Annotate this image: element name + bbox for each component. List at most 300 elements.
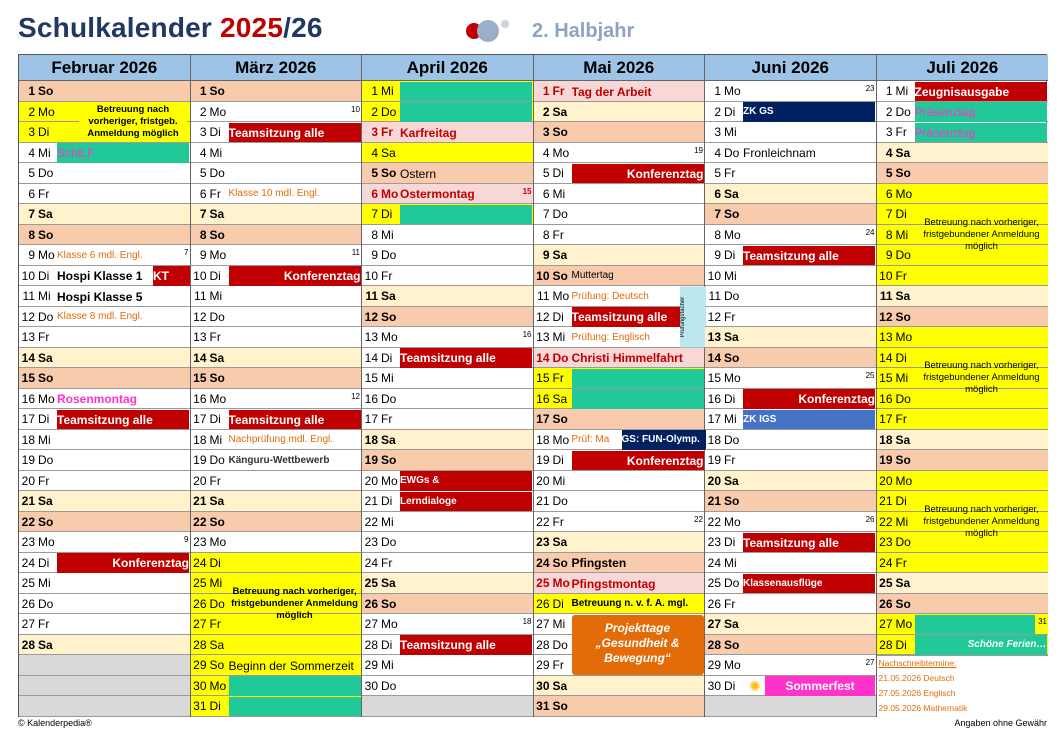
day-number: 6: [371, 186, 378, 201]
day-cell[interactable]: [19, 450, 190, 471]
day-number: 3: [371, 125, 378, 139]
day-cell[interactable]: [191, 348, 362, 369]
kalenderpedia-logo-icon: [462, 18, 512, 44]
day-cell[interactable]: [362, 225, 533, 246]
weekday: Sa: [724, 617, 739, 631]
day-number: 26: [879, 596, 893, 611]
nachschreib-line: 21.05.2026 Deutsch: [878, 673, 955, 683]
event-pfingsten[interactable]: Pfingsten: [571, 556, 627, 570]
day-cell[interactable]: [534, 143, 705, 164]
weekday: Do: [38, 596, 54, 611]
weekday: So: [552, 125, 568, 139]
weekday: Sa: [209, 494, 225, 508]
weekday: Fr: [38, 473, 50, 488]
day-number: 17: [536, 412, 550, 426]
day-cell[interactable]: [191, 368, 362, 389]
day-cell[interactable]: [534, 676, 705, 697]
day-cell[interactable]: [877, 594, 1049, 615]
day-cell[interactable]: [362, 573, 533, 594]
weekday: Sa: [209, 207, 225, 221]
weekday: Fr: [38, 186, 50, 201]
event-sommerfest[interactable]: Sommerfest: [765, 676, 875, 696]
day-cell[interactable]: [705, 368, 876, 389]
event-teamsitzung[interactable]: Teamsitzung alle: [572, 307, 682, 327]
weekday: Do: [552, 350, 569, 365]
weekday: Do: [209, 453, 225, 467]
day-cell[interactable]: [705, 327, 876, 348]
day-cell[interactable]: [705, 450, 876, 471]
day-number: 4: [885, 145, 893, 160]
weekday: Fr: [38, 330, 50, 344]
event-konferenztag[interactable]: Konferenztag: [57, 553, 189, 573]
day-number: 21: [21, 494, 35, 508]
event-pruefung-ma[interactable]: Prüf: Ma: [571, 434, 610, 445]
weekday: Mo: [724, 84, 741, 98]
day-cell[interactable]: [19, 471, 190, 492]
day-number: 2: [885, 104, 893, 119]
day-cell[interactable]: [705, 614, 876, 635]
event-sommerzeit[interactable]: Beginn der Sommerzeit: [228, 658, 354, 673]
weekday: Mo: [552, 576, 570, 590]
event-pruefung-deutsch[interactable]: Prüfung: Deutsch: [571, 290, 649, 302]
event-konferenztag[interactable]: Konferenztag: [743, 389, 875, 409]
event-zk-gs[interactable]: ZK GS: [743, 102, 875, 122]
day-number: 27: [707, 617, 721, 631]
event-praesenztag[interactable]: Präsenztag: [915, 102, 1047, 122]
event-fronleichnam[interactable]: Fronleichnam: [743, 146, 816, 160]
event-muttertag[interactable]: Muttertag: [571, 270, 614, 281]
day-cell[interactable]: [19, 81, 190, 102]
weekday: Mo: [552, 145, 570, 160]
weekday: So: [724, 637, 740, 652]
day-number: 5: [542, 166, 550, 180]
weekday: Do: [209, 166, 225, 180]
month-column: [19, 55, 191, 716]
day-number: 6: [199, 186, 207, 201]
weekday: So: [895, 166, 911, 180]
day-cell[interactable]: [534, 245, 705, 266]
weekday: Do: [381, 104, 397, 119]
weekday: So: [381, 166, 397, 180]
day-number: 7: [371, 207, 378, 221]
day-cell[interactable]: [19, 635, 190, 656]
day-cell[interactable]: [191, 163, 362, 184]
event-ferien-block[interactable]: [229, 676, 361, 696]
weekday: Mo: [895, 186, 913, 201]
day-cell[interactable]: [534, 471, 705, 492]
day-cell[interactable]: [19, 368, 190, 389]
day-number: 20: [364, 473, 378, 488]
day-number: 5: [371, 166, 378, 180]
week-number: 12: [351, 391, 360, 401]
day-number: 11: [194, 289, 207, 303]
day-cell[interactable]: [705, 348, 876, 369]
weekday: Sa: [724, 473, 739, 488]
day-number: 4: [371, 145, 378, 160]
day-cell[interactable]: [19, 614, 190, 635]
week-number: 11: [351, 248, 360, 257]
day-cell[interactable]: [19, 163, 190, 184]
day-number: 9: [371, 248, 378, 262]
event-rosenmontag[interactable]: Rosenmontag: [57, 392, 138, 406]
weekday: Di: [381, 637, 393, 652]
weekday: Fr: [724, 453, 736, 467]
weekday: Di: [209, 699, 221, 713]
day-number: 8: [885, 227, 893, 242]
day-number: 22: [707, 514, 721, 529]
day-cell[interactable]: [191, 245, 362, 266]
weekday: Di: [552, 309, 564, 324]
day-cell[interactable]: [362, 389, 533, 410]
day-number: 13: [193, 330, 207, 344]
day-cell[interactable]: [534, 512, 705, 533]
day-cell[interactable]: [19, 184, 190, 205]
weekday: Di: [381, 350, 393, 365]
day-cell[interactable]: [705, 163, 876, 184]
weekday: Di: [895, 494, 907, 508]
event-karfreitag[interactable]: Karfreitag: [400, 125, 457, 140]
weekday: Fr: [552, 227, 564, 242]
day-number: 16: [193, 391, 207, 406]
day-cell[interactable]: [534, 102, 705, 123]
day-cell[interactable]: [19, 225, 190, 246]
day-cell[interactable]: [705, 286, 876, 307]
week-number: 27: [865, 658, 875, 667]
event-schilf[interactable]: SchiLF: [57, 143, 189, 163]
weekday: Mo: [209, 248, 227, 262]
event-tag-der-arbeit[interactable]: Tag der Arbeit: [571, 84, 652, 99]
day-cell[interactable]: [877, 163, 1049, 184]
event-konferenztag[interactable]: Konferenztag: [572, 451, 704, 471]
weekday: So: [724, 207, 740, 221]
weekday: Mi: [552, 330, 566, 344]
event-teamsitzung[interactable]: Teamsitzung alle: [229, 123, 361, 143]
weekday: Do: [724, 289, 740, 303]
day-number: 28: [193, 637, 207, 652]
event-kaenguru[interactable]: Känguru-Wettbewerb: [228, 454, 330, 466]
event-pruefungsfaecher[interactable]: Prüfungsfächer: [680, 287, 706, 348]
calendar-grid: [18, 54, 1047, 717]
day-cell[interactable]: [362, 614, 533, 635]
month-column: [191, 55, 363, 716]
day-number: 20: [536, 473, 550, 488]
day-cell[interactable]: [362, 327, 533, 348]
day-number: 1: [885, 84, 893, 98]
event-betreuung-kurz[interactable]: Betreuung n. v. f. A. mgl.: [571, 598, 689, 609]
event-schoene-ferien[interactable]: Schöne Ferien…: [915, 635, 1047, 655]
event-hospi1[interactable]: Hospi Klasse 1: [57, 269, 143, 283]
day-number: 25: [21, 576, 35, 590]
event-klasse8[interactable]: Klasse 8 mdl. Engl.: [57, 311, 143, 322]
day-number: 22: [364, 514, 378, 529]
weekday: Di: [209, 555, 221, 570]
day-cell[interactable]: [705, 225, 876, 246]
day-cell[interactable]: [362, 430, 533, 451]
day-cell[interactable]: [705, 122, 876, 143]
day-cell[interactable]: [19, 348, 190, 369]
day-number: 11: [879, 289, 893, 303]
day-number: 15: [536, 371, 550, 385]
weekday: So: [895, 596, 911, 611]
day-number: 9: [542, 248, 550, 262]
day-cell[interactable]: [877, 573, 1049, 594]
event-teamsitzung[interactable]: Teamsitzung alle: [229, 410, 361, 430]
weekday: Di: [895, 207, 907, 221]
weekday: Sa: [209, 637, 225, 652]
month-header: Februar 2026: [19, 55, 190, 81]
day-cell[interactable]: [362, 286, 533, 307]
day-cell[interactable]: [19, 327, 190, 348]
event-teamsitzung[interactable]: Teamsitzung alle: [400, 635, 532, 655]
day-cell[interactable]: [191, 471, 362, 492]
weekday: So: [552, 412, 568, 426]
day-cell[interactable]: [191, 389, 362, 410]
event-ferien-block[interactable]: [400, 82, 532, 102]
weekday: Di: [724, 678, 736, 693]
day-cell[interactable]: [705, 655, 876, 676]
day-cell[interactable]: [534, 532, 705, 553]
day-cell[interactable]: [19, 573, 190, 594]
day-cell[interactable]: [534, 491, 705, 512]
day-cell[interactable]: [362, 512, 533, 533]
event-ferien-block[interactable]: [400, 102, 532, 122]
day-cell[interactable]: [191, 204, 362, 225]
month-header: April 2026: [362, 55, 533, 81]
day-cell[interactable]: [705, 491, 876, 512]
day-cell[interactable]: [19, 204, 190, 225]
event-pruefung-englisch[interactable]: Prüfung: Englisch: [571, 331, 650, 343]
day-cell[interactable]: [534, 696, 705, 717]
day-cell[interactable]: [191, 532, 362, 553]
weekday: Mo: [381, 186, 399, 201]
day-number: 13: [879, 330, 893, 344]
day-cell[interactable]: [191, 225, 362, 246]
event-himmelfahrt[interactable]: Christi Himmelfahrt: [571, 351, 683, 365]
day-cell[interactable]: [705, 184, 876, 205]
day-cell[interactable]: [534, 184, 705, 205]
weekday: So: [724, 494, 740, 508]
day-cell[interactable]: [705, 307, 876, 328]
event-nachpruefung[interactable]: Nachprüfung mdl. Engl.: [228, 434, 334, 445]
day-cell[interactable]: [362, 368, 533, 389]
day-cell[interactable]: [191, 307, 362, 328]
month-header: Juli 2026: [877, 55, 1049, 81]
event-pfingstmontag[interactable]: Pfingstmontag: [571, 576, 656, 591]
day-cell[interactable]: [191, 512, 362, 533]
weekday: Sa: [895, 576, 911, 590]
day-cell[interactable]: [191, 286, 362, 307]
day-number: 12: [21, 309, 35, 324]
weekday: Do: [724, 576, 740, 590]
weekday: Sa: [552, 535, 568, 549]
event-teamsitzung[interactable]: Teamsitzung alle: [57, 410, 189, 430]
day-number: 3: [28, 125, 35, 139]
day-number: 18: [193, 432, 207, 447]
day-cell[interactable]: [362, 655, 533, 676]
day-cell[interactable]: [877, 307, 1049, 328]
event-lerndialoge[interactable]: Lerndialoge: [400, 492, 532, 512]
day-number: 16: [707, 391, 721, 406]
event-teamsitzung[interactable]: Teamsitzung alle: [743, 533, 875, 553]
day-cell[interactable]: [705, 430, 876, 451]
event-ferien-block[interactable]: [229, 697, 361, 717]
day-number: 10: [707, 268, 721, 283]
week-number: 24: [865, 227, 875, 237]
day-number: 23: [707, 535, 721, 549]
weekday: Do: [895, 104, 911, 119]
day-cell[interactable]: [362, 409, 533, 430]
day-cell[interactable]: [362, 553, 533, 574]
event-teamsitzung[interactable]: Teamsitzung alle: [743, 246, 875, 266]
day-cell[interactable]: [705, 81, 876, 102]
betreuung-note: Betreuung nach vorheriger, fristgeb. Anmeldung möglich: [79, 103, 187, 142]
event-hospi5[interactable]: Hospi Klasse 5: [57, 289, 143, 304]
day-number: 29: [193, 658, 207, 672]
day-cell[interactable]: [19, 430, 190, 451]
day-number: 30: [364, 678, 378, 693]
weekday: Sa: [724, 186, 739, 201]
day-number: 3: [714, 125, 721, 139]
event-klasse6[interactable]: Klasse 6 mdl. Engl.: [57, 249, 143, 261]
week-number: 25: [865, 371, 875, 380]
day-cell[interactable]: [19, 512, 190, 533]
event-praesenztag[interactable]: Präsenztag: [915, 123, 1047, 143]
day-number: 7: [714, 207, 721, 221]
day-cell[interactable]: [362, 143, 533, 164]
event-ferien-block[interactable]: [572, 369, 704, 389]
betreuung-note: Betreuung nach vorheriger, fristgebundener Anmeldung möglich: [231, 585, 358, 621]
day-cell[interactable]: [191, 491, 362, 512]
day-cell[interactable]: [19, 532, 190, 553]
event-ostermontag[interactable]: Ostermontag: [400, 187, 475, 201]
day-cell[interactable]: [705, 553, 876, 574]
day-number: 25: [707, 576, 721, 590]
weekday: Sa: [381, 432, 396, 447]
weekday: Mi: [895, 227, 909, 242]
event-konferenztag[interactable]: Konferenztag: [572, 164, 704, 184]
day-cell[interactable]: [362, 450, 533, 471]
day-cell[interactable]: [191, 102, 362, 123]
day-number: 1: [714, 84, 721, 98]
event-ostern[interactable]: Ostern: [400, 166, 437, 181]
event-kt[interactable]: KT: [153, 266, 190, 286]
day-number: 22: [879, 514, 893, 529]
event-ferien-block[interactable]: [572, 389, 704, 409]
weekday: Do: [38, 166, 54, 180]
weekday: Fr: [381, 125, 393, 139]
weekday: Sa: [552, 248, 568, 262]
day-cell[interactable]: [362, 676, 533, 697]
day-cell[interactable]: [362, 307, 533, 328]
day-cell[interactable]: [191, 81, 362, 102]
day-number: 16: [879, 391, 893, 406]
day-number: 17: [21, 412, 35, 426]
event-ferien-block[interactable]: [915, 615, 1035, 635]
sun-icon: ✺: [749, 677, 761, 694]
day-cell[interactable]: [534, 122, 705, 143]
event-ferien-block[interactable]: [400, 205, 532, 225]
day-number: 28: [536, 637, 550, 652]
day-cell[interactable]: [534, 225, 705, 246]
weekday: Di: [552, 166, 564, 180]
day-cell[interactable]: [877, 286, 1049, 307]
event-ewgs[interactable]: EWGs &: [400, 471, 532, 491]
weekday: Di: [209, 125, 221, 139]
day-cell[interactable]: [362, 245, 533, 266]
day-cell[interactable]: [191, 327, 362, 348]
day-cell[interactable]: [705, 266, 876, 287]
day-cell[interactable]: [877, 430, 1049, 451]
day-cell[interactable]: [19, 491, 190, 512]
weekday: Di: [38, 268, 50, 283]
day-number: 21: [364, 494, 378, 508]
weekday: Di: [552, 596, 564, 611]
day-number: 30: [536, 678, 550, 693]
day-cell[interactable]: [705, 471, 876, 492]
day-cell[interactable]: [534, 204, 705, 225]
weekday: Mo: [381, 330, 398, 344]
day-cell[interactable]: [877, 450, 1049, 471]
event-fun-olympiade[interactable]: GS: FUN-Olymp.: [622, 430, 706, 450]
day-number: 17: [364, 412, 378, 426]
weekday: Di: [38, 125, 50, 139]
event-teamsitzung[interactable]: Teamsitzung alle: [400, 348, 532, 368]
weekday: Do: [552, 494, 568, 508]
day-number: 5: [199, 166, 207, 180]
event-zeugnisausgabe[interactable]: Zeugnisausgabe: [915, 82, 1047, 102]
day-number: 10: [364, 268, 378, 283]
event-konferenztag[interactable]: Konferenztag: [229, 266, 361, 286]
day-cell[interactable]: [362, 266, 533, 287]
day-number: 3: [885, 125, 893, 139]
day-number: 25: [879, 576, 893, 590]
event-projekttage[interactable]: Projekttage „Gesundheit & Bewegung“: [572, 615, 704, 676]
weekday: So: [552, 699, 568, 713]
day-number: 5: [28, 166, 35, 180]
weekday: Mi: [209, 432, 223, 447]
day-cell[interactable]: [877, 143, 1049, 164]
day-number: 18: [879, 432, 893, 447]
event-klasse10[interactable]: Klasse 10 mdl. Engl.: [228, 188, 320, 199]
day-number: 20: [21, 473, 35, 488]
day-cell[interactable]: [19, 594, 190, 615]
event-klassenausfluege[interactable]: Klassenausflüge: [743, 574, 875, 594]
day-number: 20: [193, 473, 207, 488]
day-cell[interactable]: [705, 594, 876, 615]
day-number: 24: [193, 555, 207, 570]
weekday: Mi: [895, 84, 909, 98]
day-number: 13: [536, 330, 550, 344]
day-cell[interactable]: [362, 532, 533, 553]
day-cell[interactable]: [191, 143, 362, 164]
day-cell[interactable]: [705, 204, 876, 225]
day-number: 29: [536, 658, 550, 672]
day-cell[interactable]: [705, 635, 876, 656]
day-cell[interactable]: [362, 594, 533, 615]
day-number: 1: [199, 84, 207, 98]
weekday: Mi: [381, 227, 394, 242]
day-cell[interactable]: [534, 409, 705, 430]
day-cell[interactable]: [705, 512, 876, 533]
event-zk-igs[interactable]: ZK IGS: [743, 410, 875, 430]
day-number: 27: [536, 617, 550, 631]
weekday: Mi: [552, 186, 566, 201]
day-number: 14: [707, 350, 721, 365]
day-number: 23: [21, 535, 35, 549]
weekday: Mo: [895, 330, 913, 344]
weekday: Mo: [209, 391, 227, 406]
day-number: 3: [199, 125, 207, 139]
